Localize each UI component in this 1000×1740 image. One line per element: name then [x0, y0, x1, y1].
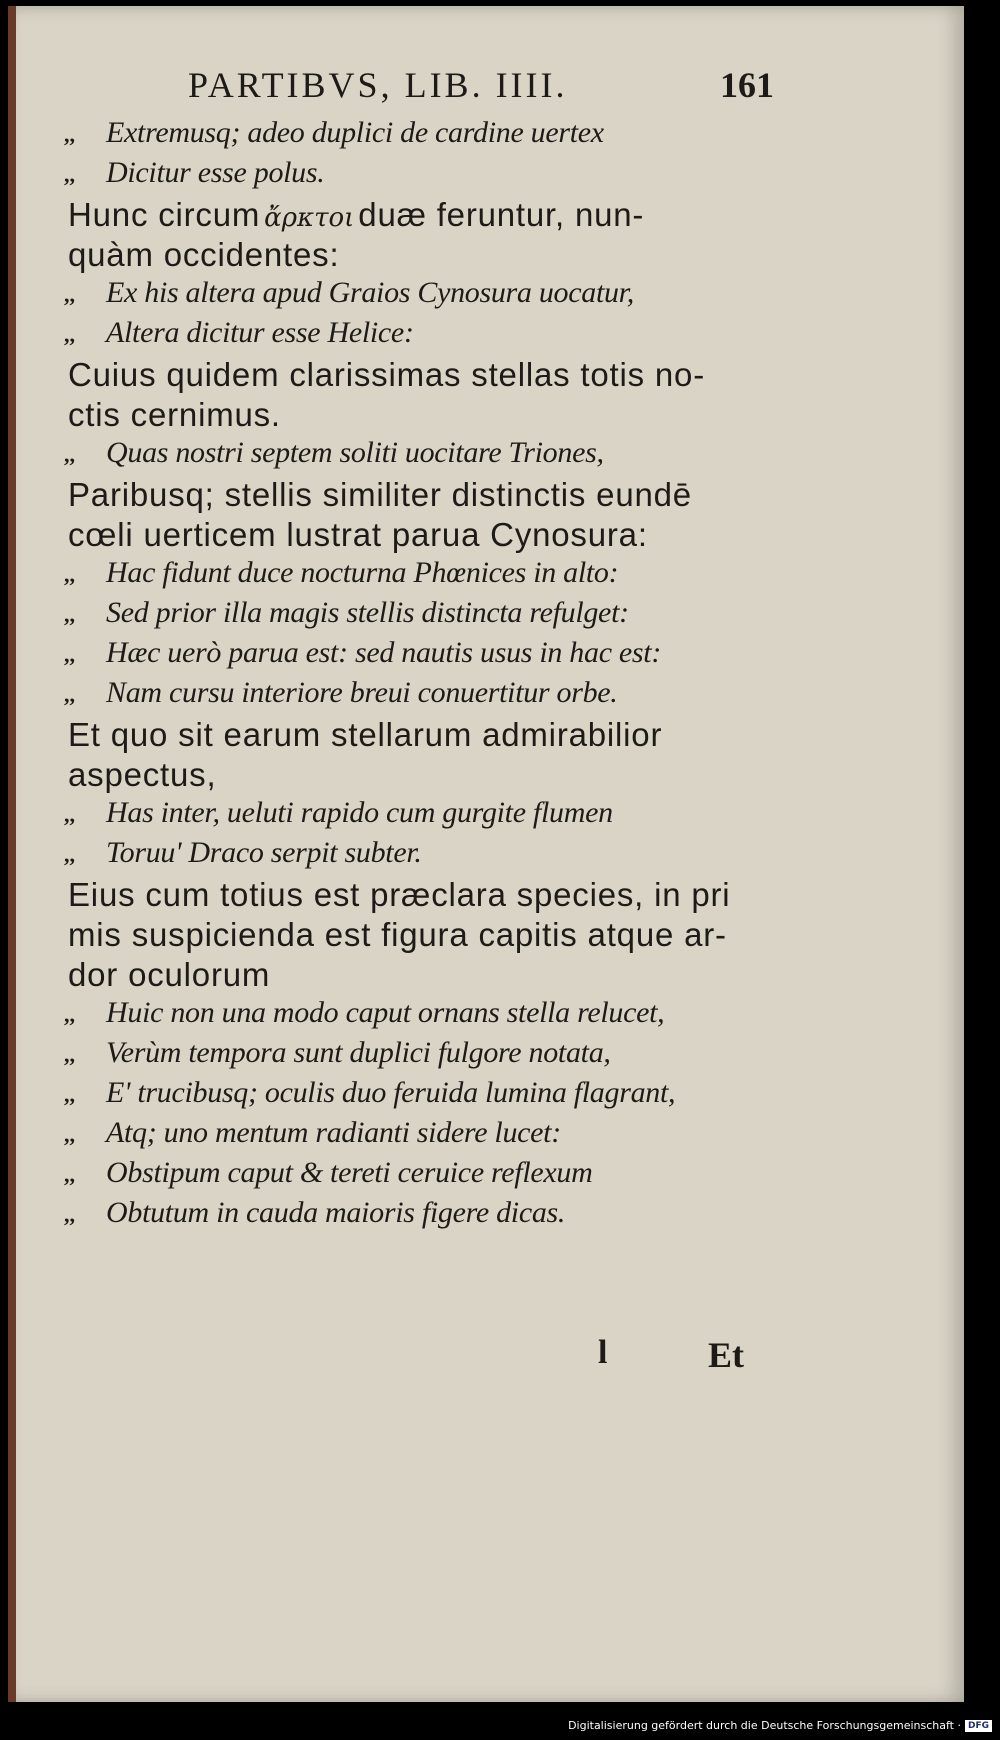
text-line: [56, 996, 776, 1036]
text-line: [56, 556, 776, 596]
quotation-marker: ,,: [64, 802, 75, 827]
text-line: [56, 1116, 776, 1156]
prose-text: aspectus,: [68, 756, 217, 793]
text-line: [56, 436, 776, 476]
text-line: [56, 516, 776, 556]
text-line: [56, 596, 776, 636]
verse-text: Hæc uerò parua est: sed nautis usus in hac est:: [106, 636, 662, 669]
credit-text: Digitalisierung gefördert durch die Deutsche Forschungsgemeinschaft ·: [568, 1719, 961, 1732]
prose-text: cœli uerticem lustrat parua Cynosura:: [68, 516, 648, 553]
catchword: Et: [708, 1335, 744, 1375]
quotation-marker: ,,: [64, 122, 75, 147]
verse-text: Ex his altera apud Graios Cynosura uocatur,: [106, 276, 634, 309]
text-line: [56, 196, 776, 236]
prose-text: Hunc circum: [68, 196, 261, 233]
quotation-marker: ,,: [64, 1162, 75, 1187]
text-line: [56, 676, 776, 716]
prose-text: duæ feruntur, nun-: [358, 196, 645, 233]
dfg-logo-icon: DFG: [965, 1720, 992, 1732]
prose-text: Paribusq; stellis similiter distinctis eundē: [68, 476, 692, 513]
verse-text: E' trucibusq; oculis duo feruida lumina flagrant,: [106, 1076, 676, 1109]
quotation-marker: ,,: [64, 1042, 75, 1067]
verse-text: Huic non una modo caput ornans stella relucet,: [106, 996, 665, 1029]
prose-text: ctis cernimus.: [68, 396, 281, 433]
text-line: [56, 916, 776, 956]
text-line: [56, 156, 776, 196]
text-line: [56, 1036, 776, 1076]
quotation-marker: ,,: [64, 562, 75, 587]
text-line: [56, 396, 776, 436]
text-line: [56, 276, 776, 316]
digitization-credit: [568, 1719, 992, 1732]
text-line: [56, 116, 776, 156]
quotation-marker: ,,: [64, 1002, 75, 1027]
text-line: [56, 836, 776, 876]
verse-text: Extremusq; adeo duplici de cardine uertex: [106, 116, 604, 149]
quotation-marker: ,,: [64, 1082, 75, 1107]
verse-text: Sed prior illa magis stellis distincta refulget:: [106, 596, 629, 629]
text-line: [56, 1076, 776, 1116]
text-line: [56, 796, 776, 836]
quotation-marker: ,,: [64, 682, 75, 707]
prose-text: Eius cum totius est præclara species, in pri: [68, 876, 731, 913]
page-number: 161: [720, 65, 774, 105]
verse-text: Nam cursu interiore breui conuertitur orbe.: [106, 676, 618, 709]
text-line: [56, 876, 776, 916]
prose-text: Cuius quidem clarissimas stellas totis no-: [68, 356, 705, 393]
text-line: [56, 316, 776, 356]
prose-text: mis suspicienda est figura capitis atque ar-: [68, 916, 727, 953]
text-line: [56, 756, 776, 796]
prose-text: Et quo sit earum stellarum admirabilior: [68, 716, 663, 753]
quotation-marker: ,,: [64, 162, 75, 187]
quotation-marker: ,,: [64, 282, 75, 307]
quotation-marker: ,,: [64, 642, 75, 667]
book-page: [8, 6, 964, 1702]
text-line: [56, 636, 776, 676]
verse-text: Quas nostri septem soliti uocitare Triones,: [106, 436, 604, 469]
verse-text: Verùm tempora sunt duplici fulgore notata,: [106, 1036, 611, 1069]
text-block: [56, 116, 776, 1236]
quotation-marker: ,,: [64, 1122, 75, 1147]
verse-text: Altera dicitur esse Helice:: [106, 316, 414, 349]
verse-text: Atq; uno mentum radianti sidere lucet:: [106, 1116, 561, 1149]
signature-mark: l: [598, 1334, 608, 1371]
prose-text: dor oculorum: [68, 956, 271, 993]
quotation-marker: ,,: [64, 842, 75, 867]
quotation-marker: ,,: [64, 1202, 75, 1227]
text-line: [56, 1156, 776, 1196]
text-line: [56, 956, 776, 996]
spine-edge: [8, 6, 16, 1702]
prose-text: quàm occidentes:: [68, 236, 340, 273]
text-line: [56, 476, 776, 516]
verse-text: Obtutum in cauda maioris figere dicas.: [106, 1196, 566, 1229]
text-line: [56, 356, 776, 396]
verse-text: Toruu' Draco serpit subter.: [106, 836, 422, 869]
verse-text: Has inter, ueluti rapido cum gurgite flumen: [106, 796, 613, 829]
quotation-marker: ,,: [64, 602, 75, 627]
verse-text: Obstipum caput & tereti ceruice reflexum: [106, 1156, 593, 1189]
text-line: [56, 236, 776, 276]
text-line: [56, 1196, 776, 1236]
quotation-marker: ,,: [64, 322, 75, 347]
greek-word: ἄρκτοι: [264, 203, 355, 233]
text-line: [56, 716, 776, 756]
verse-text: Hac fidunt duce nocturna Phœnices in alto:: [106, 556, 619, 589]
running-header: PARTIBVS, LIB. IIII.: [188, 65, 568, 105]
quotation-marker: ,,: [64, 442, 75, 467]
verse-text: Dicitur esse polus.: [106, 156, 325, 189]
